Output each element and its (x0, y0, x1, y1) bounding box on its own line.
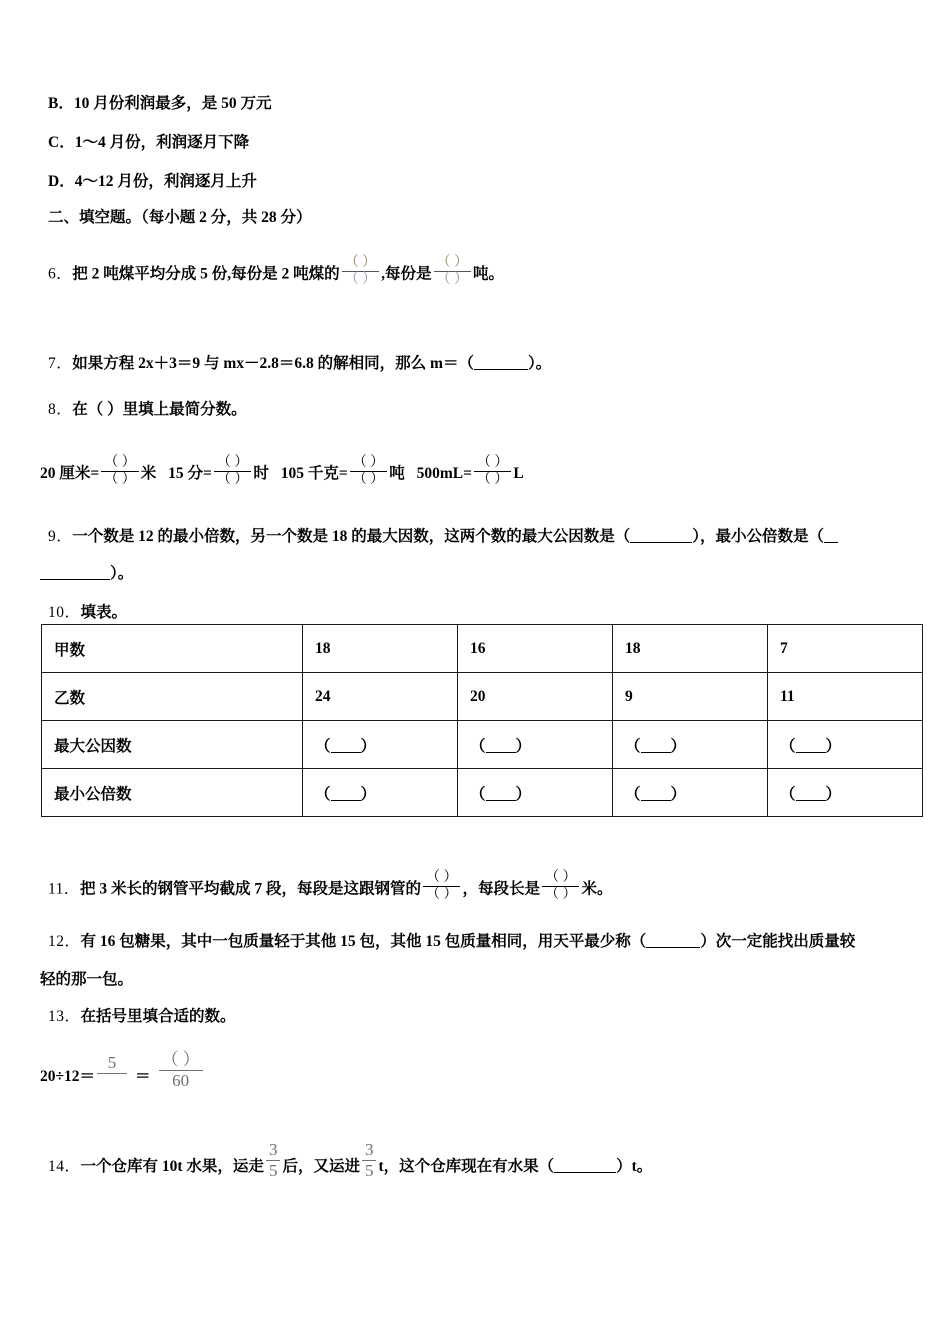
question-6-number: 6． (48, 265, 73, 283)
question-12-text-b: ）次一定能找出质量较 (700, 933, 856, 950)
table-row (42, 769, 923, 817)
question-11 (48, 870, 612, 903)
blank-close-paren: ） (825, 737, 842, 755)
question-12 (48, 930, 855, 954)
blank-underline[interactable] (486, 752, 516, 753)
table-cell-1-2: 9 (613, 673, 768, 721)
choice-option-c (48, 135, 249, 151)
question-11-fraction-1-numerator: （ ） (423, 870, 461, 887)
choice-text-b: 10 月份利润最多，是 50 万元 (73, 95, 272, 112)
question-12-line2: 轻的那一包。 (40, 971, 134, 988)
question-14-fraction-1-numerator: 3 (266, 1140, 281, 1161)
conversion-4 (416, 455, 524, 488)
conversion-3-fraction[interactable] (350, 455, 388, 488)
choice-letter-c: C． (48, 134, 75, 151)
conversion-2-label: 15 分= (168, 465, 212, 483)
question-14-fraction-1-denominator: 5 (268, 1160, 278, 1180)
table-cell-1-1: 20 (458, 673, 613, 721)
question-7-text-a: 如果方程 2x＋3＝9 与 mx－2.8＝6.8 的解相同，那么 m＝（ (72, 355, 474, 372)
table-row-label-1: 乙数 (42, 673, 303, 721)
question-13-title (48, 1005, 236, 1029)
blank-open-paren: （ (625, 737, 641, 755)
question-11-text-part1: 把 3 米长的钢管平均截成 7 段，每段是这跟钢管的 (79, 880, 421, 898)
question-6-text-part1: 把 2 吨煤平均分成 5 份,每份是 2 吨煤的 (72, 265, 340, 283)
question-11-fraction-2[interactable] (542, 870, 580, 903)
question-6-fraction-1-denominator: （ ） (344, 272, 377, 288)
conversion-2-denominator: （ ） (216, 472, 249, 488)
question-9-text-a: 一个数是 12 的最小倍数，另一个数是 18 的最大因数，这两个数的最大公因数是（ (72, 528, 631, 545)
question-10-text: 填表。 (80, 604, 128, 621)
question-8-number: 8． (48, 401, 73, 418)
question-9-answer-blank-1[interactable] (630, 542, 692, 543)
blank-open-paren: （ (470, 785, 486, 803)
question-8-title (48, 398, 247, 422)
choice-letter-b: B． (48, 95, 74, 112)
conversion-3-unit: 吨 (389, 465, 405, 483)
conversion-2-fraction[interactable] (214, 455, 252, 488)
conversion-3 (280, 455, 405, 488)
table-cell-2-3[interactable] (768, 721, 923, 769)
question-13-fraction-2-numerator: （ ） (159, 1050, 203, 1071)
question-7-answer-blank[interactable] (474, 369, 528, 370)
blank-close-paren: ） (360, 785, 377, 803)
blank-underline[interactable] (331, 800, 361, 801)
conversion-1-fraction[interactable] (101, 455, 139, 488)
blank-underline[interactable] (486, 800, 516, 801)
blank-close-paren: ） (670, 785, 687, 803)
question-9 (48, 525, 928, 549)
question-13-fraction-2-denominator: 60 (172, 1070, 190, 1090)
question-6-fraction-2-numerator: （ ） (434, 255, 472, 272)
question-9-text-line2: ）。 (110, 565, 134, 582)
question-14-text-part1: 一个仓库有 10t 水果，运走 (80, 1157, 264, 1175)
question-6-fraction-1 (342, 255, 380, 288)
blank-underline[interactable] (641, 800, 671, 801)
conversion-4-numerator: （ ） (474, 455, 512, 472)
question-6-text-part2: ,每份是 (381, 265, 432, 283)
table-cell-2-2[interactable] (613, 721, 768, 769)
question-12-number: 12． (48, 933, 81, 950)
table-cell-3-0[interactable] (303, 769, 458, 817)
question-13-number: 13． (48, 1008, 81, 1025)
blank-underline[interactable] (641, 752, 671, 753)
blank-underline[interactable] (796, 800, 826, 801)
conversion-4-label: 500mL= (416, 465, 472, 483)
question-6-fraction-2-denominator: （ ） (436, 272, 469, 288)
question-11-text-part2: ，每段长是 (462, 880, 540, 898)
question-9-answer-blank-2b[interactable] (40, 579, 110, 580)
question-11-number: 11． (48, 880, 80, 898)
blank-close-paren: ） (515, 785, 532, 803)
table-row-label-2: 最大公因数 (42, 721, 303, 769)
section-heading-fill-in-blank: 二、填空题。（每小题 2 分，共 28 分） (48, 209, 312, 226)
question-6-fraction-2 (434, 255, 472, 288)
blank-open-paren: （ (315, 737, 331, 755)
question-14-text-part4: ）t。 (616, 1157, 653, 1175)
question-12-answer-blank[interactable] (646, 947, 700, 948)
question-14-text-part2: 后，又运进 (282, 1157, 360, 1175)
blank-close-paren: ） (825, 785, 842, 803)
table-cell-0-1: 16 (458, 625, 613, 673)
table-cell-1-0: 24 (303, 673, 458, 721)
table-cell-3-1[interactable] (458, 769, 613, 817)
blank-open-paren: （ (315, 785, 331, 803)
question-7 (48, 352, 551, 376)
question-7-text-b: ）。 (527, 355, 552, 372)
question-14-number: 14． (48, 1157, 81, 1175)
question-13-fraction-2[interactable] (159, 1050, 203, 1090)
question-13-expression-lead: 20÷12＝ (40, 1067, 96, 1085)
blank-close-paren: ） (515, 737, 532, 755)
question-14-text-part3: t，这个仓库现在有水果（ (378, 1157, 555, 1175)
question-9-answer-blank-2a[interactable] (824, 542, 838, 543)
table-cell-2-0[interactable] (303, 721, 458, 769)
question-10-number: 10． (48, 604, 81, 621)
choice-text-d: 4～12 月份，利润逐月上升 (74, 173, 257, 190)
blank-underline[interactable] (331, 752, 361, 753)
question-6-fraction-1-numerator: （ ） (342, 255, 380, 272)
conversion-4-unit: L (513, 465, 524, 483)
question-13-equals: ＝ (135, 1067, 151, 1085)
question-9-line2 (40, 562, 133, 586)
blank-close-paren: ） (360, 737, 377, 755)
blank-open-paren: （ (780, 737, 796, 755)
question-14-fraction-2-numerator: 3 (362, 1140, 377, 1161)
conversion-3-numerator: （ ） (350, 455, 388, 472)
table-row-label-0: 甲数 (42, 625, 303, 673)
choice-letter-d: D． (48, 173, 75, 190)
conversion-4-denominator: （ ） (476, 472, 509, 488)
blank-underline[interactable] (796, 752, 826, 753)
question-8-text: 在（ ）里填上最简分数。 (72, 401, 247, 418)
question-7-number: 7． (48, 355, 73, 372)
conversion-2-numerator: （ ） (214, 455, 252, 472)
conversion-3-label: 105 千克= (280, 465, 348, 483)
table-cell-0-2: 18 (613, 625, 768, 673)
table-cell-0-0: 18 (303, 625, 458, 673)
question-9-number: 9． (48, 528, 73, 545)
blank-open-paren: （ (625, 785, 641, 803)
blank-open-paren: （ (780, 785, 796, 803)
question-6-text-part3: 吨。 (473, 265, 505, 283)
conversion-2-unit: 时 (253, 465, 269, 483)
conversion-1 (40, 455, 157, 488)
question-10-title (48, 601, 127, 625)
question-11-fraction-1[interactable] (423, 870, 461, 903)
question-11-fraction-1-denominator: （ ） (425, 887, 458, 903)
choice-text-c: 1～4 月份，利润逐月下降 (74, 134, 250, 151)
table-row (42, 673, 923, 721)
choice-option-b (48, 96, 271, 112)
table-cell-2-1[interactable] (458, 721, 613, 769)
question-13-text: 在括号里填合适的数。 (80, 1008, 236, 1025)
question-13-fraction-1[interactable] (97, 1053, 127, 1089)
conversion-4-fraction[interactable] (474, 455, 512, 488)
conversion-1-unit: 米 (140, 465, 157, 483)
question-8-conversions (40, 455, 524, 488)
blank-close-paren: ） (670, 737, 687, 755)
table-cell-1-3: 11 (768, 673, 923, 721)
question-14-fraction-2-denominator: 5 (364, 1160, 374, 1180)
question-11-text-part3: 米。 (581, 880, 613, 898)
question-14 (48, 1140, 652, 1180)
conversion-1-numerator: （ ） (101, 455, 139, 472)
table-row (42, 625, 923, 673)
conversion-1-label: 20 厘米= (40, 465, 100, 483)
question-9-text-b: ），最小公倍数是（ (692, 528, 825, 545)
conversion-3-denominator: （ ） (352, 472, 385, 488)
question-11-fraction-2-denominator: （ ） (544, 887, 577, 903)
choice-option-d (48, 174, 257, 190)
question-14-fraction-2 (362, 1140, 377, 1180)
question-13-expression (40, 1050, 205, 1090)
question-11-fraction-2-numerator: （ ） (542, 870, 580, 887)
question-6 (48, 255, 504, 288)
blank-open-paren: （ (470, 737, 486, 755)
table-row (42, 721, 923, 769)
question-14-answer-blank[interactable] (554, 1172, 616, 1173)
conversion-2 (168, 455, 269, 488)
table-cell-3-3[interactable] (768, 769, 923, 817)
table-cell-3-2[interactable] (613, 769, 768, 817)
table-cell-0-3: 7 (768, 625, 923, 673)
conversion-1-denominator: （ ） (104, 472, 136, 488)
table-row-label-3: 最小公倍数 (42, 769, 303, 817)
question-12-text-a: 有 16 包糖果，其中一包质量轻于其他 15 包，其他 15 包质量相同，用天平最少称（ (80, 933, 647, 950)
question-14-fraction-1 (266, 1140, 281, 1180)
number-pairs-table (41, 624, 923, 817)
question-13-fraction-1-numerator: 5 (97, 1053, 127, 1074)
